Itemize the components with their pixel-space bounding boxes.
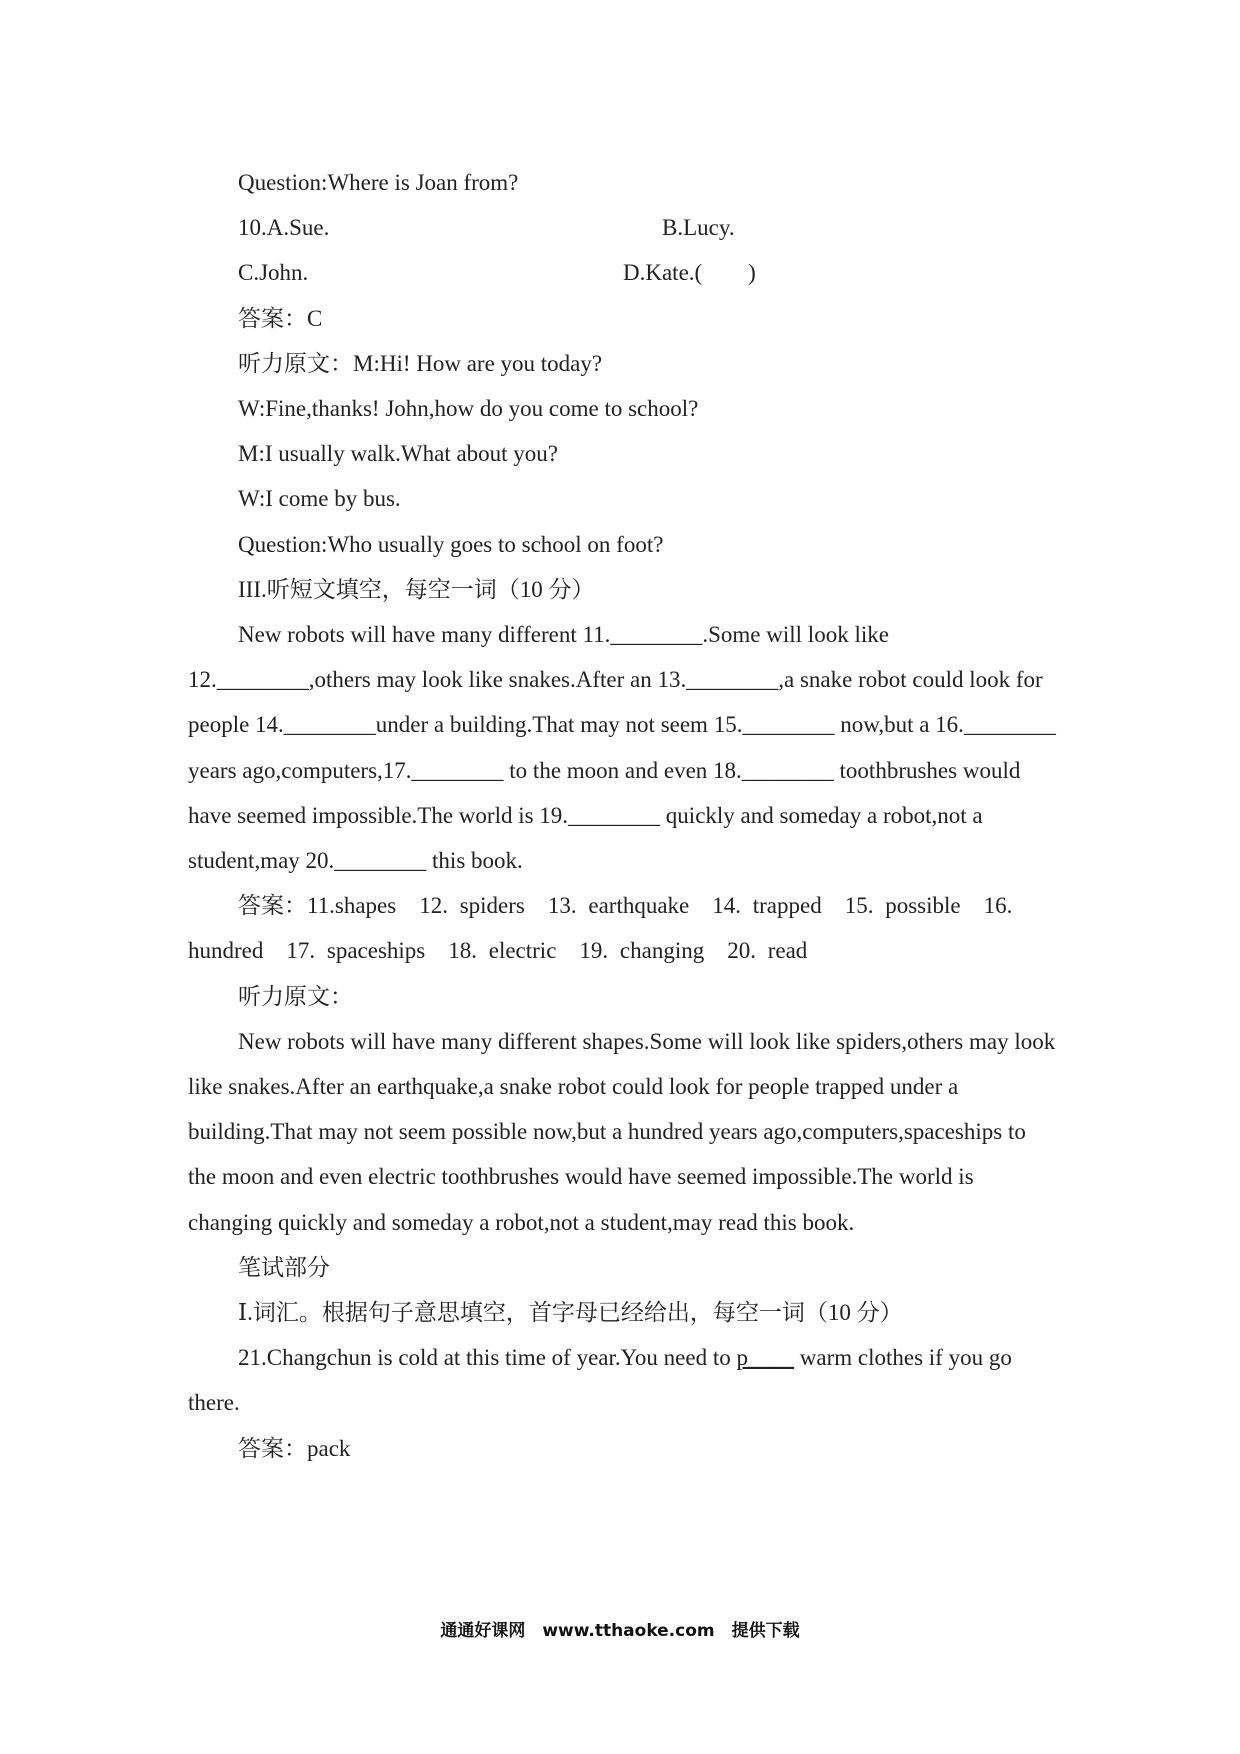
- q21-text-before: 21.Changchun is cold at this time of year.You need to: [238, 1345, 737, 1371]
- q10-option-b: B.Lucy.: [662, 215, 735, 241]
- q21-blank: p____: [736, 1345, 794, 1371]
- q10-option-a: 10.A.Sue.: [238, 215, 330, 241]
- q10-option-c: C.John.: [238, 260, 309, 286]
- section3-heading: III.听短文填空，每空一词（10 分）: [238, 576, 595, 602]
- q10-script-line: W:Fine,thanks! John,how do you come to school?: [238, 396, 699, 422]
- q10-options-row-1: [188, 205, 1058, 250]
- document-body: [188, 160, 1058, 1471]
- written-part-heading: 笔试部分: [238, 1254, 330, 1280]
- q10-option-d: D.Kate.( ): [623, 260, 756, 286]
- q21-answer: 答案：pack: [238, 1435, 351, 1461]
- q10-script-line: Question:Who usually goes to school on foot?: [238, 531, 664, 557]
- q21-text-after: warm clothes if you go there.: [188, 1345, 1012, 1416]
- q21-sentence: [188, 1335, 1058, 1425]
- q10-options-row-2: [188, 250, 1058, 295]
- footer-watermark: 通通好课网 www.tthaoke.com 提供下载: [440, 1621, 800, 1641]
- section3-script: New robots will have many different shapes.Some will look like spiders,others may look like snakes.After an earthquake,a snake robot could look for people trapped under a building.That may not seem possible now,but a hundred years ago,computers,spaceships to the moon and even electric toothbrushes would have seemed impossible.The world is changing quickly and someday a robot,not a student,may read this book.: [188, 1028, 1056, 1235]
- section3-answer: 答案：11.shapes 12. spiders 13. earthquake 14. trapped 15. possible 16. hundred 17. spaceships 18. electric 19. changing 20. read: [188, 893, 1013, 964]
- q10-question: Question:Where is Joan from?: [238, 170, 519, 195]
- section3-script-label: 听力原文：: [238, 983, 353, 1009]
- q10-script-line: 听力原文：M:Hi! How are you today?: [238, 350, 603, 376]
- q10-answer: 答案：C: [238, 305, 323, 331]
- vocabulary-heading: Ⅰ.词汇。根据句子意思填空，首字母已经给出，每空一词（10 分）: [238, 1300, 903, 1326]
- section3-passage: New robots will have many different 11.________.Some will look like 12.________,others may look like snakes.After an 13.________,a snake robot could look for people 14.________under a building.That may not seem 15.________ now,but a 16.________ years ago,computers,17.________ to the moon and even 18.________ toothbrushes would have seemed impossible.The world is 19.________ quickly and someday a robot,not a student,may 20.________ this book.: [188, 622, 1056, 874]
- q10-script-line: W:I come by bus.: [238, 486, 401, 512]
- q10-script-line: M:I usually walk.What about you?: [238, 441, 559, 467]
